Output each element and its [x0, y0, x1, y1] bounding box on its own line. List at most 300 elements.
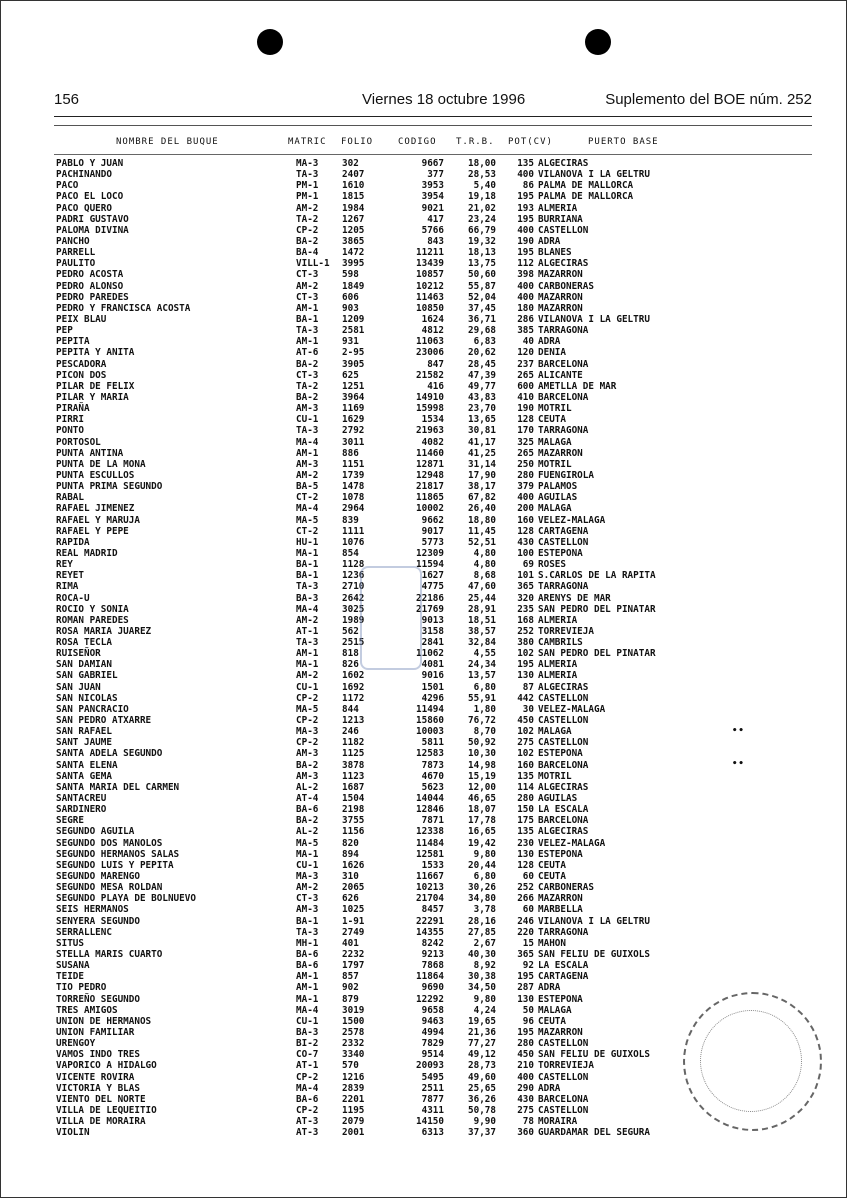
matricula: AM-3: [296, 770, 319, 782]
vessel-name: ROCA-U: [56, 592, 90, 604]
puerto-base: ADRA: [538, 236, 561, 247]
trb: 2,67: [473, 937, 496, 949]
folio: 3878: [342, 759, 365, 771]
codigo: 7829: [421, 1038, 444, 1050]
matricula: CU-1: [296, 414, 319, 426]
matricula: BA-5: [296, 481, 319, 493]
table-row: [0, 715, 849, 726]
folio: 562: [342, 625, 359, 637]
matricula: CU-1: [296, 681, 319, 693]
puerto-base: AMETLLA DE MAR: [538, 380, 617, 392]
puerto-base: LA ESCALA: [538, 960, 589, 972]
table-row: [0, 425, 849, 436]
potencia: 130: [517, 670, 534, 682]
puerto-base: MAZARRON: [538, 1026, 583, 1038]
puerto-base: MALAGA: [538, 726, 572, 738]
folio: 931: [342, 336, 359, 348]
trb: 47,60: [468, 581, 496, 593]
puerto-base: SAN PEDRO DEL PINATAR: [538, 648, 656, 660]
codigo: 847: [427, 358, 444, 370]
puerto-base: PALMA DE MALLORCA: [538, 191, 634, 203]
matricula: MA-5: [296, 703, 319, 715]
potencia: 430: [517, 536, 534, 548]
matricula: BA-6: [296, 804, 319, 816]
col-port: PUERTO BASE: [588, 137, 659, 147]
punch-hole-right: [585, 29, 611, 55]
table-row: [0, 682, 849, 693]
table-row: [0, 503, 849, 514]
trb: 18,00: [468, 158, 496, 169]
folio: 1-91: [342, 915, 365, 927]
folio: 1602: [342, 670, 365, 682]
codigo: 11484: [416, 837, 444, 849]
matricula: MA-4: [296, 436, 319, 448]
table-row: [0, 225, 849, 236]
matricula: BA-1: [296, 915, 319, 927]
potencia: 195: [517, 1026, 534, 1038]
matricula: AM-3: [296, 458, 319, 470]
vessel-name: SENYERA SEGUNDO: [56, 915, 140, 927]
vessel-name: VIENTO DEL NORTE: [56, 1093, 146, 1105]
puerto-base: CASTELLON: [538, 715, 589, 726]
matricula: AM-2: [296, 280, 319, 292]
table-row: [0, 581, 849, 592]
folio: 598: [342, 269, 359, 281]
vessel-name: TEIDE: [56, 971, 84, 983]
codigo: 4311: [421, 1104, 444, 1116]
codigo: 14150: [416, 1116, 444, 1127]
matricula: AT-1: [296, 625, 319, 637]
folio: 879: [342, 993, 359, 1005]
table-row: [0, 214, 849, 225]
table-row: [0, 459, 849, 470]
codigo: 3954: [421, 191, 444, 203]
matricula: TA-3: [296, 325, 319, 337]
puerto-base: CASTELLON: [538, 536, 589, 548]
folio: 2-95: [342, 347, 365, 359]
codigo: 4994: [421, 1026, 444, 1038]
codigo: 11211: [416, 247, 444, 259]
trb: 13,57: [468, 670, 496, 682]
codigo: 3953: [421, 180, 444, 192]
folio: 1123: [342, 770, 365, 782]
vessel-name: VILLA DE MORAIRA: [56, 1116, 146, 1127]
codigo: 5773: [421, 536, 444, 548]
table-row: [0, 826, 849, 837]
header-rule-2: [54, 125, 812, 126]
table-row: [0, 169, 849, 180]
codigo: 20093: [416, 1060, 444, 1072]
codigo: 9017: [421, 525, 444, 537]
vessel-name: PEPITA Y ANITA: [56, 347, 135, 359]
potencia: 130: [517, 848, 534, 860]
table-row: [0, 904, 849, 915]
folio: 1610: [342, 180, 365, 192]
potencia: 60: [522, 904, 534, 916]
potencia: 365: [517, 948, 534, 960]
matricula: AM-1: [296, 982, 319, 994]
vessel-name: VAMOS INDO TRES: [56, 1049, 140, 1061]
trb: 50,92: [468, 737, 496, 749]
col-name: NOMBRE DEL BUQUE: [116, 137, 219, 147]
codigo: 5766: [421, 224, 444, 236]
codigo: 8242: [421, 937, 444, 949]
puerto-base: MOTRIL: [538, 458, 572, 470]
potencia: 15: [522, 937, 534, 949]
table-row: [0, 325, 849, 336]
potencia: 135: [517, 770, 534, 782]
potencia: 30: [522, 703, 534, 715]
vessel-name: SEGRE: [56, 815, 84, 827]
puerto-base: LA ESCALA: [538, 804, 589, 816]
codigo: 11667: [416, 871, 444, 882]
matricula: AM-1: [296, 336, 319, 348]
codigo: 10857: [416, 269, 444, 281]
potencia: 112: [517, 258, 534, 270]
matricula: BA-2: [296, 759, 319, 771]
codigo: 12309: [416, 547, 444, 559]
potencia: 200: [517, 503, 534, 515]
trb: 52,04: [468, 291, 496, 303]
table-row: [0, 281, 849, 292]
vessel-name: SEGUNDO HERMANOS SALAS: [56, 848, 180, 860]
trb: 4,24: [473, 1004, 496, 1016]
potencia: 266: [517, 893, 534, 905]
matricula: TA-2: [296, 380, 319, 392]
matricula: AM-2: [296, 670, 319, 682]
codigo: 14910: [416, 391, 444, 403]
puerto-base: TARRAGONA: [538, 581, 589, 593]
potencia: 195: [517, 213, 534, 225]
folio: 1267: [342, 213, 365, 225]
puerto-base: ADRA: [538, 1082, 561, 1094]
trb: 34,50: [468, 982, 496, 994]
table-row: [0, 347, 849, 358]
matricula: MA-4: [296, 503, 319, 515]
vessel-name: PORTOSOL: [56, 436, 101, 448]
matricula: BA-1: [296, 570, 319, 582]
puerto-base: BARCELONA: [538, 358, 589, 370]
table-row: [0, 982, 849, 993]
vessel-name: SEGUNDO PLAYA DE BOLNUEVO: [56, 893, 196, 905]
table-row: [0, 314, 849, 325]
puerto-base: SAN FELIU DE GUIXOLS: [538, 1049, 650, 1061]
codigo: 2841: [421, 637, 444, 648]
matricula: BA-3: [296, 1026, 319, 1038]
puerto-base: TARRAGONA: [538, 325, 589, 337]
col-trb: T.R.B.: [456, 137, 495, 147]
codigo: 1501: [421, 681, 444, 693]
codigo: 12948: [416, 469, 444, 481]
folio: 1111: [342, 525, 365, 537]
vessel-name: TRES AMIGOS: [56, 1004, 118, 1016]
puerto-base: ARENYS DE MAR: [538, 592, 611, 604]
vessel-name: PAULITO: [56, 258, 96, 270]
matricula: HU-1: [296, 536, 319, 548]
codigo: 22186: [416, 592, 444, 604]
table-row: [0, 481, 849, 492]
trb: 6,80: [473, 681, 496, 693]
potencia: 175: [517, 815, 534, 827]
puerto-base: CAMBRILS: [538, 637, 583, 648]
trb: 28,73: [468, 1060, 496, 1072]
potencia: 235: [517, 603, 534, 615]
trb: 3,78: [473, 904, 496, 916]
vessel-name: PEPITA: [56, 336, 90, 348]
potencia: 92: [522, 960, 534, 972]
vessel-name: REYET: [56, 570, 84, 582]
table-row: [0, 782, 849, 793]
codigo: 9016: [421, 670, 444, 682]
potencia: 120: [517, 347, 534, 359]
folio: 2581: [342, 325, 365, 337]
table-row: [0, 570, 849, 581]
folio: 2642: [342, 592, 365, 604]
matricula: AL-2: [296, 826, 319, 838]
table-row: [0, 448, 849, 459]
margin-mark: ••: [732, 726, 745, 736]
table-row: [0, 247, 849, 258]
matricula: CO-7: [296, 1049, 319, 1061]
codigo: 7871: [421, 815, 444, 827]
vessel-name: RAFAEL Y MARUJA: [56, 514, 140, 526]
trb: 30,38: [468, 971, 496, 983]
potencia: 230: [517, 837, 534, 849]
codigo: 22291: [416, 915, 444, 927]
table-row: [0, 593, 849, 604]
matricula: CP-2: [296, 692, 319, 704]
table-row: [0, 158, 849, 169]
potencia: 450: [517, 715, 534, 726]
folio: 1797: [342, 960, 365, 972]
codigo: 11063: [416, 336, 444, 348]
potencia: 365: [517, 581, 534, 593]
matricula: AM-2: [296, 202, 319, 214]
trb: 77,27: [468, 1038, 496, 1050]
matricula: TA-3: [296, 425, 319, 437]
folio: 1156: [342, 826, 365, 838]
matricula: CT-3: [296, 369, 319, 381]
trb: 55,87: [468, 280, 496, 292]
potencia: 195: [517, 191, 534, 203]
vessel-name: RAPIDA: [56, 536, 90, 548]
table-row: [0, 604, 849, 615]
codigo: 9514: [421, 1049, 444, 1061]
codigo: 21769: [416, 603, 444, 615]
matricula: AM-3: [296, 403, 319, 415]
potencia: 69: [522, 559, 534, 570]
table-row: [0, 793, 849, 804]
codigo: 21704: [416, 893, 444, 905]
trb: 30,26: [468, 882, 496, 894]
codigo: 4812: [421, 325, 444, 337]
codigo: 3158: [421, 625, 444, 637]
matricula: CP-2: [296, 715, 319, 726]
trb: 8,70: [473, 726, 496, 738]
matricula: CT-3: [296, 893, 319, 905]
vessel-name: SEGUNDO MESA ROLDAN: [56, 882, 163, 894]
vessel-name: SANT JAUME: [56, 737, 112, 749]
trb: 19,18: [468, 191, 496, 203]
puerto-base: TARRAGONA: [538, 425, 589, 437]
trb: 49,12: [468, 1049, 496, 1061]
folio: 3019: [342, 1004, 365, 1016]
puerto-base: ALMERIA: [538, 202, 578, 214]
potencia: 102: [517, 726, 534, 738]
trb: 12,00: [468, 781, 496, 793]
codigo: 4775: [421, 581, 444, 593]
puerto-base: CEUTA: [538, 414, 566, 426]
codigo: 11062: [416, 648, 444, 660]
vessel-name: PALOMA DIVINA: [56, 224, 129, 236]
trb: 55,91: [468, 692, 496, 704]
folio: 3905: [342, 358, 365, 370]
vessel-name: PACO QUERO: [56, 202, 112, 214]
table-row: [0, 838, 849, 849]
folio: 826: [342, 659, 359, 671]
vessel-name: VILLA DE LEQUEITIO: [56, 1104, 157, 1116]
potencia: 128: [517, 525, 534, 537]
table-row: [0, 693, 849, 704]
folio: 625: [342, 369, 359, 381]
puerto-base: VELEZ-MALAGA: [538, 837, 606, 849]
codigo: 11463: [416, 291, 444, 303]
folio: 3995: [342, 258, 365, 270]
folio: 1629: [342, 414, 365, 426]
matricula: MA-3: [296, 871, 319, 882]
folio: 1478: [342, 481, 365, 493]
folio: 1849: [342, 280, 365, 292]
codigo: 11460: [416, 447, 444, 459]
trb: 1,80: [473, 703, 496, 715]
vessel-name: VICENTE ROVIRA: [56, 1071, 135, 1083]
table-row: [0, 648, 849, 659]
trb: 21,36: [468, 1026, 496, 1038]
folio: 1236: [342, 570, 365, 582]
matricula: CU-1: [296, 1015, 319, 1027]
puerto-base: TARRAGONA: [538, 926, 589, 938]
codigo: 14355: [416, 926, 444, 938]
folio: 2792: [342, 425, 365, 437]
codigo: 12338: [416, 826, 444, 838]
vessel-name: RABAL: [56, 492, 84, 504]
folio: 1076: [342, 536, 365, 548]
folio: 1251: [342, 380, 365, 392]
trb: 66,79: [468, 224, 496, 236]
vessel-name: PUNTA DE LA MONA: [56, 458, 146, 470]
puerto-base: ALMERIA: [538, 670, 578, 682]
matricula: AM-2: [296, 614, 319, 626]
potencia: 190: [517, 236, 534, 247]
folio: 1172: [342, 692, 365, 704]
puerto-base: MALAGA: [538, 503, 572, 515]
potencia: 114: [517, 781, 534, 793]
vessel-name: SEGUNDO DOS MANOLOS: [56, 837, 163, 849]
matricula: AT-6: [296, 347, 319, 359]
header-rule: [54, 116, 812, 117]
folio: 839: [342, 514, 359, 526]
trb: 5,40: [473, 180, 496, 192]
official-stamp-inner: [700, 1010, 802, 1112]
vessel-name: UNION FAMILIAR: [56, 1026, 135, 1038]
potencia: 400: [517, 291, 534, 303]
folio: 1626: [342, 859, 365, 871]
trb: 17,78: [468, 815, 496, 827]
table-row: [0, 303, 849, 314]
table-row: [0, 704, 849, 715]
puerto-base: CARTAGENA: [538, 971, 589, 983]
vessel-name: PEDRO ALONSO: [56, 280, 124, 292]
trb: 24,34: [468, 659, 496, 671]
trb: 13,75: [468, 258, 496, 270]
table-row: [0, 637, 849, 648]
codigo: 12846: [416, 804, 444, 816]
matricula: CU-1: [296, 859, 319, 871]
table-row: [0, 916, 849, 927]
folio: 2839: [342, 1082, 365, 1094]
puerto-base: ALGECIRAS: [538, 826, 589, 838]
folio: 1128: [342, 559, 365, 570]
codigo: 10212: [416, 280, 444, 292]
potencia: 450: [517, 1049, 534, 1061]
table-row: [0, 526, 849, 537]
folio: 1687: [342, 781, 365, 793]
trb: 41,17: [468, 436, 496, 448]
trb: 28,16: [468, 915, 496, 927]
puerto-base: ALGECIRAS: [538, 158, 589, 169]
folio: 1692: [342, 681, 365, 693]
potencia: 40: [522, 336, 534, 348]
table-row: [0, 670, 849, 681]
potencia: 128: [517, 859, 534, 871]
folio: 2001: [342, 1127, 365, 1139]
trb: 17,90: [468, 469, 496, 481]
potencia: 100: [517, 547, 534, 559]
folio: 2710: [342, 581, 365, 593]
folio: 2964: [342, 503, 365, 515]
trb: 67,82: [468, 492, 496, 504]
vessel-name: PEDRO Y FRANCISCA ACOSTA: [56, 302, 191, 314]
vessel-name: PADRI GUSTAVO: [56, 213, 129, 225]
potencia: 102: [517, 748, 534, 760]
puerto-base: CASTELLON: [538, 224, 589, 236]
matricula: BA-2: [296, 391, 319, 403]
trb: 50,78: [468, 1104, 496, 1116]
folio: 3025: [342, 603, 365, 615]
vessel-name: SERRALLENC: [56, 926, 112, 938]
trb: 47,39: [468, 369, 496, 381]
trb: 29,68: [468, 325, 496, 337]
potencia: 135: [517, 158, 534, 169]
trb: 10,30: [468, 748, 496, 760]
trb: 18,80: [468, 514, 496, 526]
trb: 46,65: [468, 793, 496, 804]
vessel-name: PIRRI: [56, 414, 84, 426]
potencia: 290: [517, 1082, 534, 1094]
matricula: CT-2: [296, 492, 319, 504]
potencia: 150: [517, 804, 534, 816]
trb: 25,44: [468, 592, 496, 604]
potencia: 87: [522, 681, 534, 693]
potencia: 360: [517, 1127, 534, 1139]
matricula: MA-1: [296, 993, 319, 1005]
codigo: 1624: [421, 314, 444, 325]
potencia: 275: [517, 737, 534, 749]
puerto-base: VILANOVA I LA GELTRU: [538, 915, 650, 927]
codigo: 5811: [421, 737, 444, 749]
columns-rule: [54, 154, 812, 155]
folio: 2515: [342, 637, 365, 648]
